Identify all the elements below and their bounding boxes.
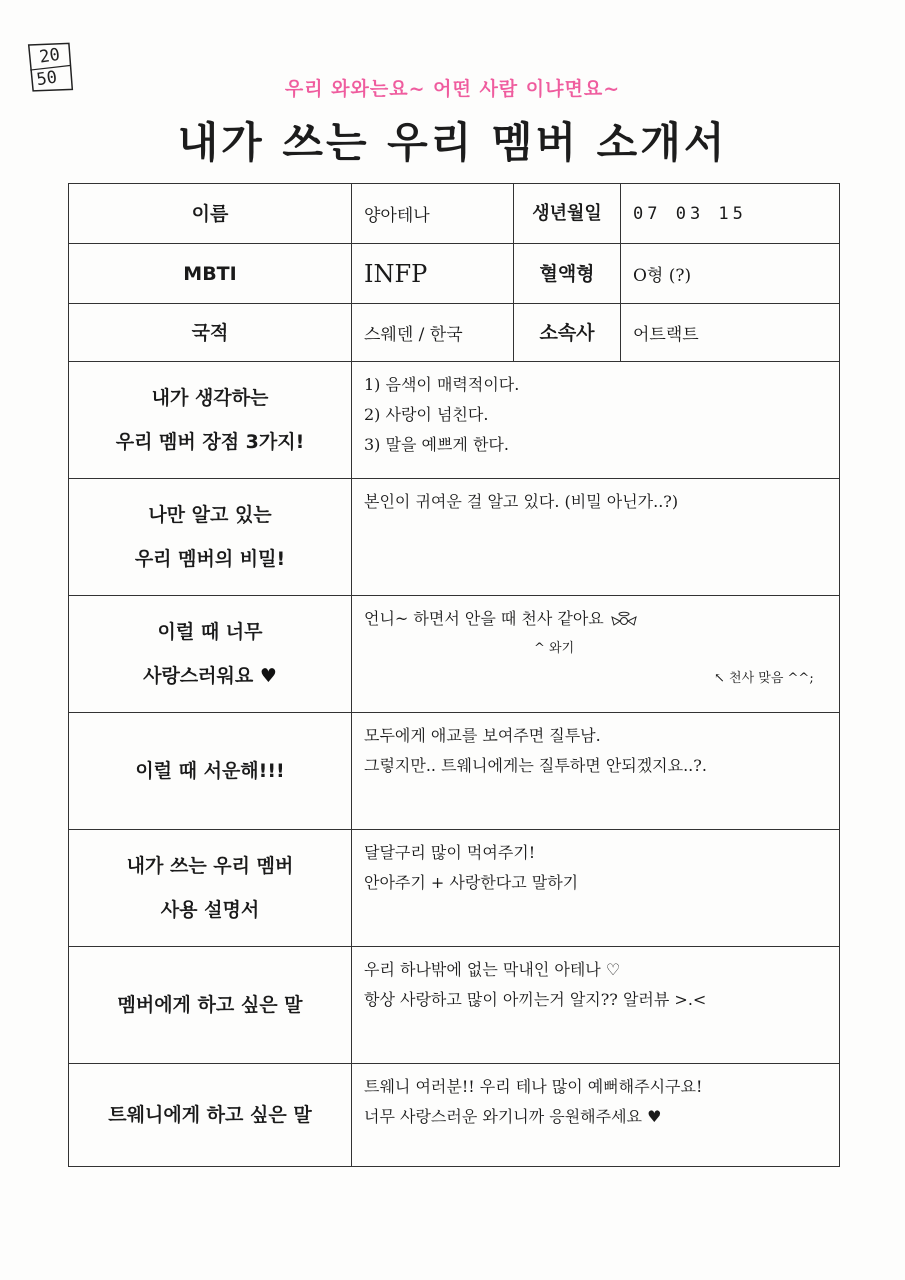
lovely-note-under <box>364 634 827 664</box>
manual-label <box>69 830 352 947</box>
secret-line: 본인이 귀여운 걸 알고 있다. (비밀 아닌가..?) <box>364 492 679 511</box>
strengths-label <box>69 362 352 479</box>
sad-label: 이럴 때 서운해!!! <box>69 713 352 830</box>
lovely-label-line: 이럴 때 너무 <box>157 621 263 643</box>
manual-content <box>352 830 840 947</box>
manual-line: 달달구리 많이 먹여주기! <box>364 843 536 862</box>
sad-line: 모두에게 애교를 보여주면 질투남. <box>364 726 601 745</box>
lovely-content <box>352 596 840 713</box>
to-member-content <box>352 947 840 1064</box>
note-side-text: 천사 맞음 ^^; <box>729 671 814 686</box>
blood-label: 혈액형 <box>514 244 621 304</box>
lovely-label-text: 사랑스러워요 <box>143 665 254 687</box>
lovely-label-line-heart <box>69 654 351 698</box>
row-mbti-blood <box>69 244 840 304</box>
row-to-fans <box>69 1064 840 1167</box>
page-title: 내가 쓰는 우리 멤버 소개서 <box>177 118 728 167</box>
row-secret <box>69 479 840 596</box>
to-member-line: 항상 사랑하고 많이 아끼는거 알지?? 알러뷰 >.< <box>364 990 707 1009</box>
to-fans-content <box>352 1064 840 1167</box>
birth-value: 07 03 15 <box>621 184 840 244</box>
row-sad <box>69 713 840 830</box>
strengths-content <box>352 362 840 479</box>
nation-label: 국적 <box>69 304 352 362</box>
strength-item: 3) 말을 예쁘게 한다. <box>364 435 509 454</box>
row-manual <box>69 830 840 947</box>
lovely-line-text: 언니~ 하면서 안을 때 천사 같아요 <box>364 609 604 628</box>
blood-value: O형 (?) <box>621 244 840 304</box>
row-nation-agency <box>69 304 840 362</box>
manual-line: 안아주기 + 사랑한다고 말하기 <box>364 873 579 892</box>
mbti-label: MBTI <box>69 244 352 304</box>
secret-content <box>352 479 840 596</box>
stamp-number-bottom: 50 <box>35 67 59 91</box>
angel-doodle-icon <box>609 609 639 628</box>
row-to-member <box>69 947 840 1064</box>
strengths-label-line: 우리 멤버 장점 3가지! <box>115 431 305 453</box>
mbti-value: INFP <box>352 244 514 304</box>
strengths-label-line: 내가 생각하는 <box>151 387 269 409</box>
lovely-label <box>69 596 352 713</box>
profile-form-table <box>68 183 840 1167</box>
nation-value: 스웨덴 / 한국 <box>352 304 514 362</box>
stamp-number-top: 20 <box>38 44 62 68</box>
birth-label: 생년월일 <box>514 184 621 244</box>
lovely-line <box>364 604 827 634</box>
name-label: 이름 <box>69 184 352 244</box>
secret-label <box>69 479 352 596</box>
agency-value: 어트랙트 <box>621 304 840 362</box>
manual-label-line: 사용 설명서 <box>160 899 260 921</box>
manual-label-line: 내가 쓰는 우리 멤버 <box>126 855 294 877</box>
name-value: 양아테나 <box>352 184 514 244</box>
to-member-label: 멤버에게 하고 싶은 말 <box>69 947 352 1064</box>
sad-content <box>352 713 840 830</box>
row-lovely <box>69 596 840 713</box>
strength-item: 1) 음색이 매력적이다. <box>364 375 520 394</box>
agency-label: 소속사 <box>514 304 621 362</box>
strength-item: 2) 사랑이 넘친다. <box>364 405 489 424</box>
arrow-icon: ↖ <box>714 671 725 686</box>
sad-line: 그렇지만.. 트웨니에게는 질투하면 안되겠지요..?. <box>364 756 707 775</box>
note-under-text: 와기 <box>549 641 575 656</box>
heart-icon: ♥ <box>259 665 277 687</box>
secret-label-line: 우리 멤버의 비밀! <box>134 548 286 570</box>
lovely-note-side <box>364 664 827 694</box>
to-member-line: 우리 하나밖에 없는 막내인 아테나 ♡ <box>364 960 621 979</box>
caret-up-icon: ^ <box>534 641 545 656</box>
secret-label-line: 나만 알고 있는 <box>148 504 272 526</box>
row-strengths <box>69 362 840 479</box>
row-name-birth <box>69 184 840 244</box>
to-fans-label: 트웨니에게 하고 싶은 말 <box>69 1064 352 1167</box>
to-fans-line: 트웨니 여러분!! 우리 테나 많이 예뻐해주시구요! <box>364 1077 703 1096</box>
page-subtitle: 우리 와와는요~ 어떤 사람 이냐면요~ <box>284 78 621 100</box>
to-fans-line: 너무 사랑스러운 와기니까 응원해주세요 ♥ <box>364 1107 662 1126</box>
